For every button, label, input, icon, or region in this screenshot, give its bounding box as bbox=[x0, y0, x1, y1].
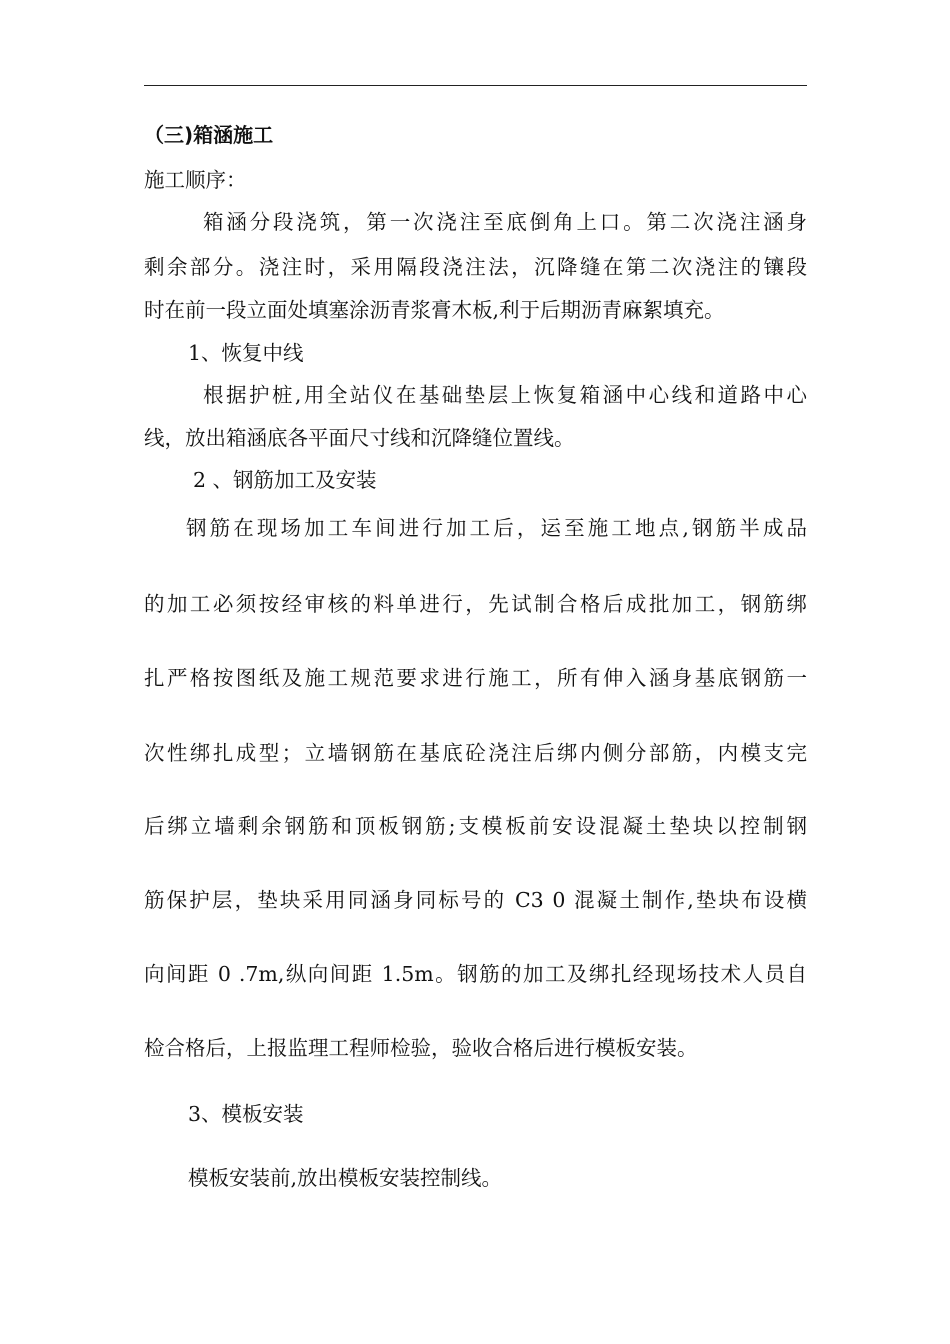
section-title: （三)箱涵施工 bbox=[144, 123, 274, 147]
step2-line-1: 钢筋在现场加工车间进行加工后，运至施工地点,钢筋半成品 bbox=[186, 516, 807, 540]
step1-line-2: 线，放出箱涵底各平面尺寸线和沉降缝位置线。 bbox=[144, 426, 575, 450]
step1-line-1: 根据护桩,用全站仪在基础垫层上恢复箱涵中心线和道路中心 bbox=[203, 383, 807, 407]
step3-title: 3、模板安装 bbox=[188, 1102, 304, 1126]
sequence-label: 施工顺序： bbox=[144, 168, 247, 192]
intro-line-1: 箱涵分段浇筑，第一次浇注至底倒角上口。第二次浇注涵身 bbox=[203, 210, 807, 234]
intro-line-2: 剩余部分。浇注时，采用隔段浇注法，沉降缝在第二次浇注的镶段 bbox=[144, 255, 807, 279]
step2-line-4: 次性绑扎成型；立墙钢筋在基底砼浇注后绑内侧分部筋，内模支完 bbox=[144, 741, 807, 765]
step2-line-3: 扎严格按图纸及施工规范要求进行施工，所有伸入涵身基底钢筋一 bbox=[144, 666, 807, 690]
header-rule bbox=[144, 85, 807, 86]
intro-line-3: 时在前一段立面处填塞涂沥青浆膏木板,利于后期沥青麻絮填充。 bbox=[144, 298, 725, 322]
step1-title: 1、恢复中线 bbox=[188, 341, 304, 365]
step2-line-6: 筋保护层，垫块采用同涵身同标号的 C3 0 混凝土制作,垫块布设横 bbox=[144, 888, 807, 912]
step2-line-2: 的加工必须按经审核的料单进行，先试制合格后成批加工，钢筋绑 bbox=[144, 592, 807, 616]
step2-line-7: 向间距 0 .7m,纵向间距 1.5m。钢筋的加工及绑扎经现场技术人员自 bbox=[144, 962, 807, 986]
step2-line-8: 检合格后，上报监理工程师检验，验收合格后进行模板安装。 bbox=[144, 1036, 698, 1060]
step2-line-5: 后绑立墙剩余钢筋和顶板钢筋;支模板前安设混凝土垫块以控制钢 bbox=[144, 814, 807, 838]
step2-title: 2 、钢筋加工及安装 bbox=[193, 468, 377, 492]
step3-line-1: 模板安装前,放出模板安装控制线。 bbox=[188, 1166, 503, 1190]
